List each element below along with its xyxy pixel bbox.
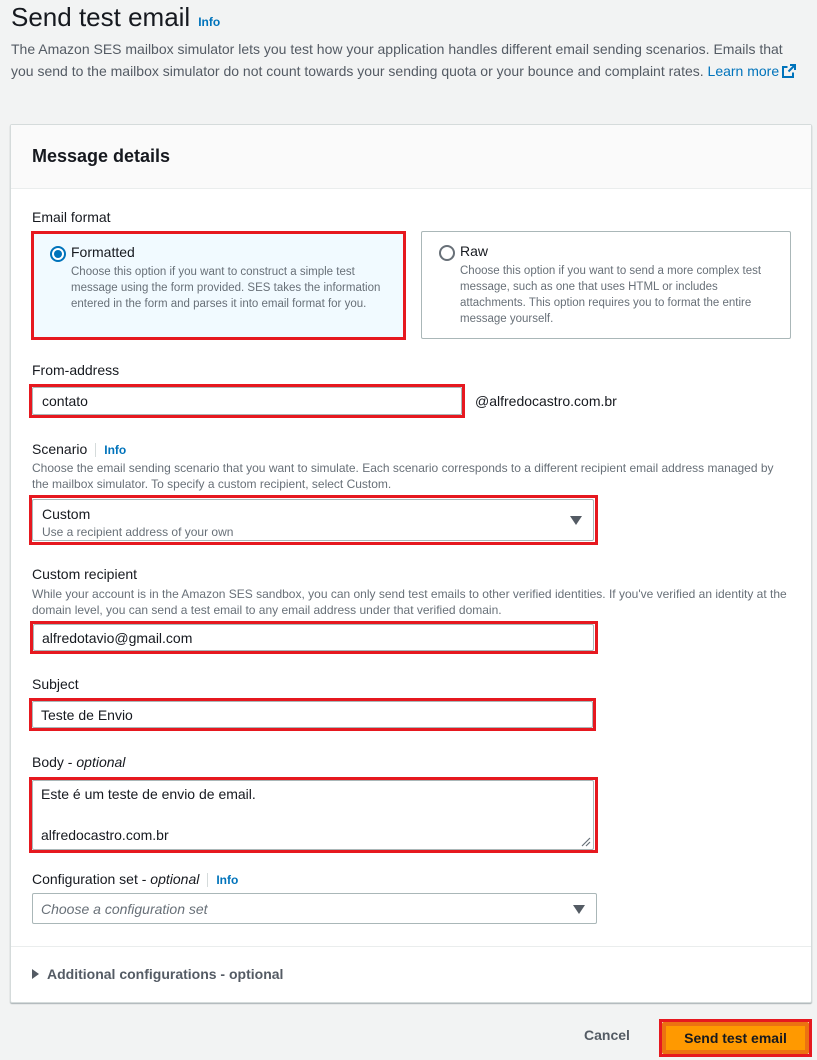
caret-down-icon <box>573 905 585 914</box>
divider <box>11 946 811 947</box>
email-format-label: Email format <box>32 209 111 225</box>
scenario-label-row <box>32 441 126 457</box>
body-textarea[interactable] <box>32 780 594 850</box>
custom-recipient-hint: While your account is in the Amazon SES sandbox, you can only send test emails to other verified identities. If you've verified an identity at the domain level, you can send a test email to any email address under that verified domain. <box>32 587 787 617</box>
body-line: Este é um teste de envio de email. <box>41 786 256 802</box>
caret-right-icon <box>32 969 39 979</box>
scenario-selected-description: Use a recipient address of your own <box>42 525 234 539</box>
format-option-formatted[interactable] <box>32 232 405 339</box>
config-set-placeholder: Choose a configuration set <box>41 901 208 917</box>
config-set-select[interactable] <box>32 893 597 924</box>
description-text: The Amazon SES mailbox simulator lets you test how your application handles different email sending scenarios. Emails that you send to the mailbox simulator do not count towards your sending quota or your bounce and complaint rates. <box>11 41 783 79</box>
page-header <box>11 2 220 33</box>
subject-input[interactable]: Teste de Envio <box>32 701 593 728</box>
scenario-select[interactable] <box>32 499 594 541</box>
radio-button[interactable] <box>439 245 455 261</box>
custom-recipient-input[interactable]: alfredotavio@gmail.com <box>33 624 594 651</box>
scenario-label: Scenario <box>32 441 88 457</box>
caret-down-icon <box>570 516 582 525</box>
body-line: alfredocastro.com.br <box>41 827 169 843</box>
option-title: Raw <box>460 243 489 259</box>
from-address-label: From-address <box>32 362 120 378</box>
panel-header <box>11 125 811 189</box>
option-description: Choose this option if you want to construct a simple test message using the form provided. SES takes the information entered in the form and parses it into email format for you. <box>71 266 381 310</box>
optional-tag: optional <box>150 871 200 887</box>
config-set-label-row: Configuration set - optional Info <box>32 871 239 887</box>
custom-recipient-label: Custom recipient <box>32 566 138 582</box>
body-label-row: Body - optional <box>32 754 126 770</box>
scenario-info-link[interactable]: Info <box>95 443 126 457</box>
body-label: Body <box>32 754 64 770</box>
additional-configurations-label: Additional configurations - optional <box>47 966 284 982</box>
option-title: Formatted <box>71 244 135 260</box>
learn-more-link[interactable]: Learn more <box>708 63 797 79</box>
page-description <box>11 38 806 82</box>
send-test-email-label: Send test email <box>666 1026 805 1050</box>
send-test-email-button[interactable] <box>662 1022 809 1054</box>
message-details-panel <box>10 124 812 1003</box>
additional-configurations-toggle[interactable] <box>32 966 283 982</box>
format-option-raw[interactable] <box>421 231 791 339</box>
info-link[interactable]: Info <box>198 15 221 29</box>
config-set-label: Configuration set <box>32 871 138 887</box>
optional-tag: optional <box>76 754 126 770</box>
option-description: Choose this option if you want to send a more complex test message, such as one that uses HTML or includes attachments. This option requires you to format the entire message yourself. <box>460 265 762 325</box>
external-link-icon <box>782 64 796 78</box>
from-address-domain: @alfredocastro.com.br <box>475 393 617 409</box>
cancel-button[interactable]: Cancel <box>578 1026 636 1044</box>
scenario-selected-value: Custom <box>42 506 91 522</box>
from-address-input[interactable]: contato <box>32 387 462 415</box>
subject-label: Subject <box>32 676 79 692</box>
panel-title: Message details <box>32 146 171 166</box>
page-title: Send test email <box>11 2 191 32</box>
resize-grip-icon[interactable] <box>581 837 591 847</box>
scenario-hint: Choose the email sending scenario that you want to simulate. Each scenario corresponds to a different recipient email address managed by the mailbox simulator. To specify a custom recipient, select Custom. <box>32 461 774 491</box>
config-set-info-link[interactable]: Info <box>207 873 238 887</box>
radio-button-selected[interactable] <box>50 246 66 262</box>
